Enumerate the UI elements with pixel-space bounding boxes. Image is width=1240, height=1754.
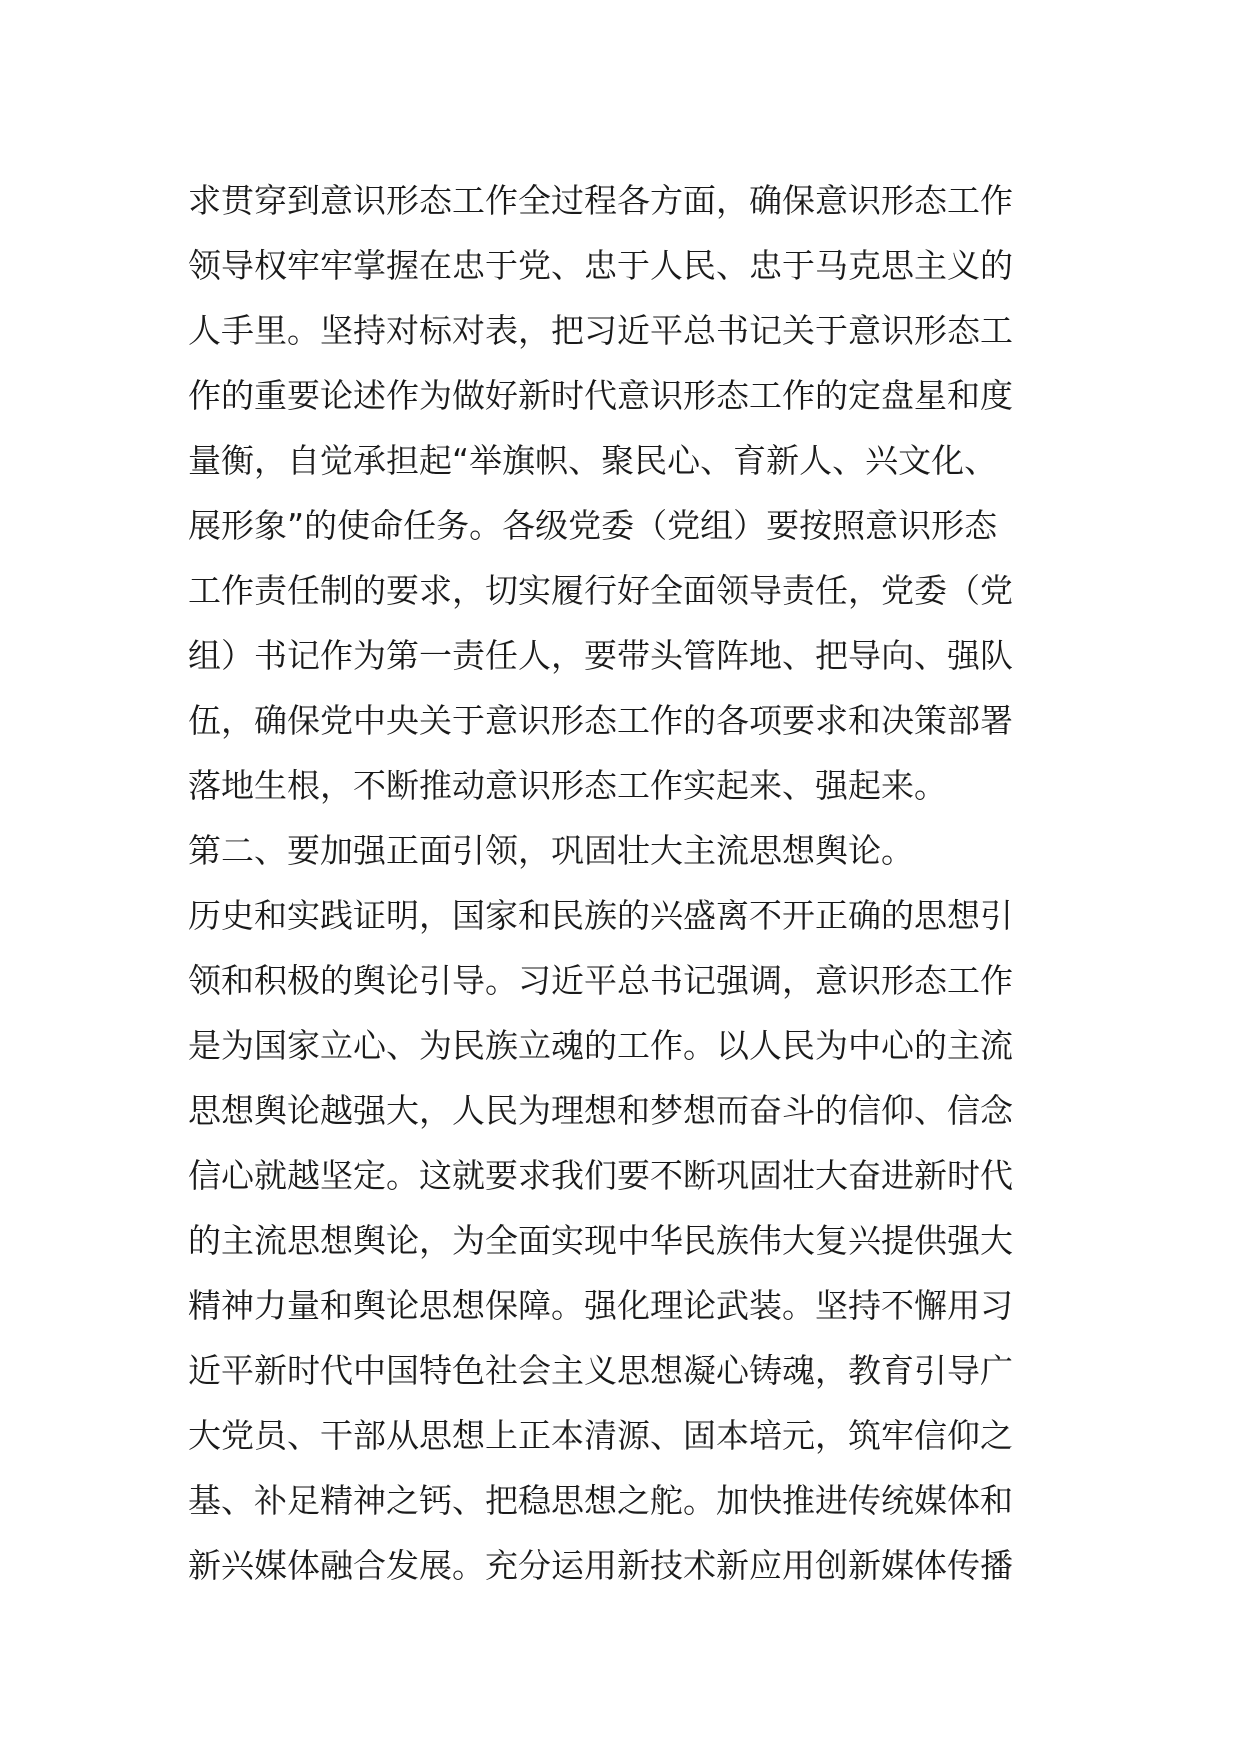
text-line: 人手里。坚持对标对表，把习近平总书记关于意识形态工 — [188, 311, 1013, 350]
text-line: 领和积极的舆论引导。习近平总书记强调，意识形态工作 — [188, 961, 1013, 1000]
text-line: 工作责任制的要求，切实履行好全面领导责任，党委（党 — [188, 571, 1013, 610]
text-line: 信心就越坚定。这就要求我们要不断巩固壮大奋进新时代 — [188, 1156, 1013, 1195]
text-line: 作的重要论述作为做好新时代意识形态工作的定盘星和度 — [188, 376, 1013, 415]
text-line: 大党员、干部从思想上正本清源、固本培元，筑牢信仰之 — [188, 1416, 1013, 1455]
text-line: 思想舆论越强大，人民为理想和梦想而奋斗的信仰、信念 — [188, 1091, 1013, 1130]
body-text — [188, 168, 1068, 1598]
text-line: 量衡，自觉承担起“举旗帜、聚民心、育新人、兴文化、 — [188, 441, 998, 480]
text-line: 新兴媒体融合发展。充分运用新技术新应用创新媒体传播 — [188, 1546, 1013, 1585]
text-line: 近平新时代中国特色社会主义思想凝心铸魂，教育引导广 — [188, 1351, 1013, 1390]
section-heading: 第二、要加强正面引领，巩固壮大主流思想舆论。 — [188, 831, 914, 870]
text-line: 领导权牢牢掌握在忠于党、忠于人民、忠于马克思主义的 — [188, 246, 1013, 285]
text-line: 组）书记作为第一责任人，要带头管阵地、把导向、强队 — [188, 636, 1013, 675]
text-line: 是为国家立心、为民族立魂的工作。以人民为中心的主流 — [188, 1026, 1013, 1065]
text-line: 的主流思想舆论，为全面实现中华民族伟大复兴提供强大 — [188, 1221, 1013, 1260]
text-line: 历史和实践证明，国家和民族的兴盛离不开正确的思想引 — [188, 896, 1013, 935]
text-line: 伍，确保党中央关于意识形态工作的各项要求和决策部署 — [188, 701, 1013, 740]
text-line: 求贯穿到意识形态工作全过程各方面，确保意识形态工作 — [188, 181, 1013, 220]
text-line: 基、补足精神之钙、把稳思想之舵。加快推进传统媒体和 — [188, 1481, 1013, 1520]
text-line: 精神力量和舆论思想保障。强化理论武装。坚持不懈用习 — [188, 1286, 1013, 1325]
text-line: 落地生根，不断推动意识形态工作实起来、强起来。 — [188, 766, 947, 805]
text-line: 展形象”的使命任务。各级党委（党组）要按照意识形态 — [188, 506, 998, 545]
